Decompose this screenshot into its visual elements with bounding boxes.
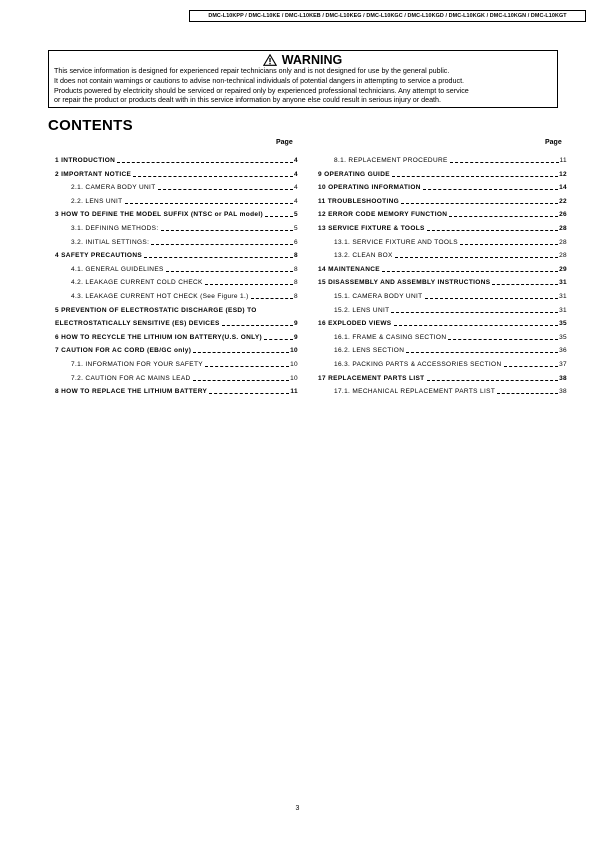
toc-dot-leader	[406, 352, 558, 353]
toc-entry-page: 11	[290, 388, 298, 396]
toc-entry-page: 12	[559, 170, 567, 178]
toc-entry[interactable]	[71, 277, 298, 287]
toc-entry-page: 38	[559, 374, 567, 382]
warning-line-2: It does not contain warnings or cautions to advise non-technical individuals of potential dangers in attempting to service a product.	[54, 76, 465, 85]
toc-entry-label: 13 SERVICE FIXTURE & TOOLS	[318, 225, 425, 232]
toc-entry-label: 14 MAINTENANCE	[318, 265, 380, 273]
toc-dot-leader	[158, 189, 294, 190]
toc-dot-leader	[251, 298, 293, 299]
toc-entry-label: 13.1. SERVICE FIXTURE AND TOOLS	[334, 238, 458, 246]
toc-entry-page: 28	[559, 238, 567, 246]
toc-entry-label: 12 ERROR CODE MEMORY FUNCTION	[318, 211, 448, 219]
toc-entry-label: 4 SAFETY PRECAUTIONS	[55, 252, 143, 260]
toc-entry-label: 16 EXPLODED VIEWS	[318, 320, 392, 328]
toc-entry[interactable]	[318, 223, 567, 233]
toc-entry-page: 5	[294, 211, 298, 219]
warning-heading	[54, 53, 551, 67]
toc-dot-leader	[265, 216, 293, 217]
toc-entry-page: 4	[294, 197, 298, 205]
toc-entry[interactable]	[71, 196, 298, 206]
toc-entry[interactable]	[71, 264, 298, 274]
toc-entry[interactable]	[71, 223, 298, 233]
toc-entry-page: 10	[290, 361, 298, 368]
toc-entry[interactable]	[55, 386, 298, 396]
toc-entry-label: 17 REPLACEMENT PARTS LIST	[318, 374, 425, 382]
toc-entry-page: 35	[559, 333, 567, 341]
toc-entry-label: 3 HOW TO DEFINE THE MODEL SUFFIX (NTSC or PAL model)	[55, 211, 264, 219]
toc-dot-leader	[460, 244, 558, 245]
toc-entry-page: 37	[559, 361, 567, 368]
toc-dot-leader	[144, 257, 293, 258]
toc-entry-label: 2 IMPORTANT NOTICE	[55, 170, 132, 178]
toc-dot-leader	[125, 203, 294, 204]
warning-line-4: or repair the product or products dealt with in this service information by anyone else could result in serious injury or death.	[54, 96, 441, 105]
toc-dot-leader	[166, 271, 293, 272]
toc-dot-leader	[492, 284, 558, 285]
contents-title: CONTENTS	[48, 117, 133, 134]
toc-entry[interactable]	[55, 155, 298, 165]
toc-dot-leader	[401, 203, 558, 204]
model-list-header: DMC-L10KPP / DMC-L10KE / DMC-L10KEB / DMC-L10KEG / DMC-L10KGC / DMC-L10KGD / DMC-L10KGK / DMC-L10KGN / DMC-L10KGT	[189, 10, 586, 22]
toc-entry-page: 4	[294, 157, 298, 164]
toc-entry-page: 29	[559, 265, 567, 273]
toc-entry-page: 11	[559, 157, 567, 164]
toc-dot-leader	[205, 366, 289, 367]
toc-entry[interactable]	[318, 169, 567, 179]
toc-dot-leader	[382, 271, 558, 272]
warning-title: WARNING	[281, 53, 343, 67]
toc-entry[interactable]	[334, 332, 567, 342]
toc-entry-label: 8 HOW TO REPLACE THE LITHIUM BATTERY	[55, 388, 208, 396]
toc-entry-page: 6	[294, 238, 298, 246]
toc-entry-label: 3.2. INITIAL SETTINGS:	[71, 238, 150, 246]
toc-entry-page: 9	[294, 320, 298, 328]
toc-entry[interactable]	[55, 169, 298, 179]
page-column-label-right: Page	[545, 139, 562, 146]
toc-dot-leader	[427, 380, 559, 381]
toc-entry[interactable]	[55, 345, 298, 355]
toc-entry[interactable]	[334, 250, 567, 260]
toc-dot-leader	[448, 339, 558, 340]
toc-entry-page: 8	[294, 279, 298, 287]
toc-entry[interactable]	[318, 264, 567, 274]
warning-line-1: This service information is designed for experienced repair technicians only and is not designed for use by the general public.	[54, 67, 450, 75]
warning-line-3: Products powered by electricity should be serviced or repaired only by experienced professional technicians. Any attempt to service	[54, 86, 469, 95]
toc-entry-label: 8.1. REPLACEMENT PROCEDURE	[334, 157, 448, 164]
toc-entry[interactable]	[55, 318, 298, 328]
toc-entry-label: 13.2. CLEAN BOX	[334, 252, 393, 260]
toc-entry[interactable]	[318, 196, 567, 206]
toc-entry-label: 9 OPERATING GUIDE	[318, 170, 390, 178]
toc-entry-label: 10 OPERATING INFORMATION	[318, 184, 421, 192]
toc-dot-leader	[392, 176, 558, 177]
toc-entry[interactable]	[71, 373, 298, 383]
toc-entry[interactable]	[334, 359, 567, 369]
toc-entry-label: 15.2. LENS UNIT	[334, 306, 390, 314]
toc-entry-page: 8	[294, 252, 298, 260]
toc-dot-leader	[391, 312, 558, 313]
toc-entry-page: 36	[559, 347, 567, 355]
toc-entry-page: 4	[294, 170, 298, 178]
toc-entry[interactable]	[334, 237, 567, 247]
toc-entry-page: 28	[559, 225, 567, 232]
toc-entry-label: 16.1. FRAME & CASING SECTION	[334, 333, 447, 341]
toc-entry-page: 9	[294, 333, 298, 341]
toc-dot-leader	[395, 257, 558, 258]
toc-entry-page: 5	[294, 225, 298, 232]
warning-box	[48, 50, 558, 108]
toc-entry[interactable]	[55, 250, 298, 260]
toc-entry-label: 15.1. CAMERA BODY UNIT	[334, 293, 423, 300]
toc-entry-label: 11 TROUBLESHOOTING	[318, 197, 400, 205]
toc-entry-page: 28	[559, 252, 567, 260]
toc-entry[interactable]	[334, 155, 567, 165]
toc-dot-leader	[222, 325, 293, 326]
toc-dot-leader	[394, 325, 559, 326]
toc-dot-leader	[133, 176, 293, 177]
toc-entry-label: 7.2. CAUTION FOR AC MAINS LEAD	[71, 374, 191, 382]
toc-dot-leader	[193, 352, 289, 353]
toc-entry[interactable]	[334, 386, 567, 396]
toc-entry-label: 1 INTRODUCTION	[55, 157, 116, 164]
page-number: 3	[295, 805, 300, 812]
toc-dot-leader	[504, 366, 559, 367]
toc-entry[interactable]	[71, 359, 298, 369]
toc-entry-page: 31	[559, 279, 567, 287]
toc-entry-label: 16.3. PACKING PARTS & ACCESSORIES SECTION	[334, 361, 502, 368]
toc-entry-label: 4.2. LEAKAGE CURRENT COLD CHECK	[71, 279, 203, 287]
toc-dot-leader	[193, 380, 289, 381]
toc-dot-leader	[117, 162, 293, 163]
toc-entry-page: 8	[294, 293, 298, 300]
toc-entry[interactable]	[318, 209, 567, 219]
toc-entry[interactable]	[55, 332, 298, 342]
toc-entry[interactable]	[334, 305, 567, 315]
toc-dot-leader	[450, 162, 559, 163]
toc-entry-page: 35	[559, 320, 567, 328]
toc-entry[interactable]	[55, 305, 298, 315]
toc-entry[interactable]	[334, 291, 567, 301]
toc-entry-label: 7.1. INFORMATION FOR YOUR SAFETY	[71, 361, 203, 368]
toc-entry-label: 7 CAUTION FOR AC CORD (EB/GC only)	[55, 347, 192, 355]
toc-entry-label: 16.2. LENS SECTION	[334, 347, 405, 355]
toc-entry-page: 4	[294, 184, 298, 192]
toc-dot-leader	[205, 284, 293, 285]
toc-entry[interactable]	[71, 182, 298, 192]
toc-entry-label: 15 DISASSEMBLY AND ASSEMBLY INSTRUCTIONS	[318, 279, 491, 287]
toc-entry-page: 26	[559, 211, 567, 219]
toc-dot-leader	[449, 216, 558, 217]
toc-entry[interactable]	[55, 209, 298, 219]
toc-entry-page: 10	[290, 374, 298, 382]
toc-entry-page: 38	[559, 388, 567, 396]
toc-dot-leader	[427, 230, 558, 231]
toc-entry[interactable]	[334, 345, 567, 355]
toc-entry[interactable]	[318, 318, 567, 328]
toc-entry[interactable]	[71, 291, 298, 301]
toc-dot-leader	[209, 393, 289, 394]
toc-entry-label: 2.2. LENS UNIT	[71, 197, 123, 205]
toc-entry[interactable]	[318, 373, 567, 383]
toc-dot-leader	[151, 244, 293, 245]
toc-entry-page: 22	[559, 197, 567, 205]
toc-entry-page: 31	[559, 306, 567, 314]
toc-entry-label: ELECTROSTATICALLY SENSITIVE (ES) DEVICES	[55, 320, 220, 328]
toc-entry-label: 3.1. DEFINING METHODS:	[71, 225, 159, 232]
toc-entry-page: 8	[294, 265, 298, 273]
toc-dot-leader	[264, 339, 293, 340]
toc-dot-leader	[161, 230, 294, 231]
toc-entry[interactable]	[318, 277, 567, 287]
toc-entry-label: 5 PREVENTION OF ELECTROSTATIC DISCHARGE (ESD) TO	[55, 306, 257, 314]
toc-entry-label: 2.1. CAMERA BODY UNIT	[71, 184, 156, 192]
toc-entry-label: 6 HOW TO RECYCLE THE LITHIUM ION BATTERY(U.S. ONLY)	[55, 333, 263, 341]
toc-entry-page: 14	[559, 184, 567, 192]
toc-entry-label: 17.1. MECHANICAL REPLACEMENT PARTS LIST	[334, 388, 496, 396]
toc-entry[interactable]	[318, 182, 567, 192]
toc-entry-label: 4.3. LEAKAGE CURRENT HOT CHECK (See Figure 1.)	[71, 293, 249, 300]
page-column-label-left: Page	[276, 139, 293, 146]
toc-dot-leader	[497, 393, 558, 394]
warning-triangle-icon	[263, 54, 277, 66]
toc-entry-page: 10	[290, 347, 298, 355]
toc-entry-page: 31	[559, 293, 567, 300]
toc-dot-leader	[425, 298, 559, 299]
toc-entry-label: 4.1. GENERAL GUIDELINES	[71, 265, 164, 273]
toc-entry[interactable]	[71, 237, 298, 247]
toc-dot-leader	[423, 189, 558, 190]
